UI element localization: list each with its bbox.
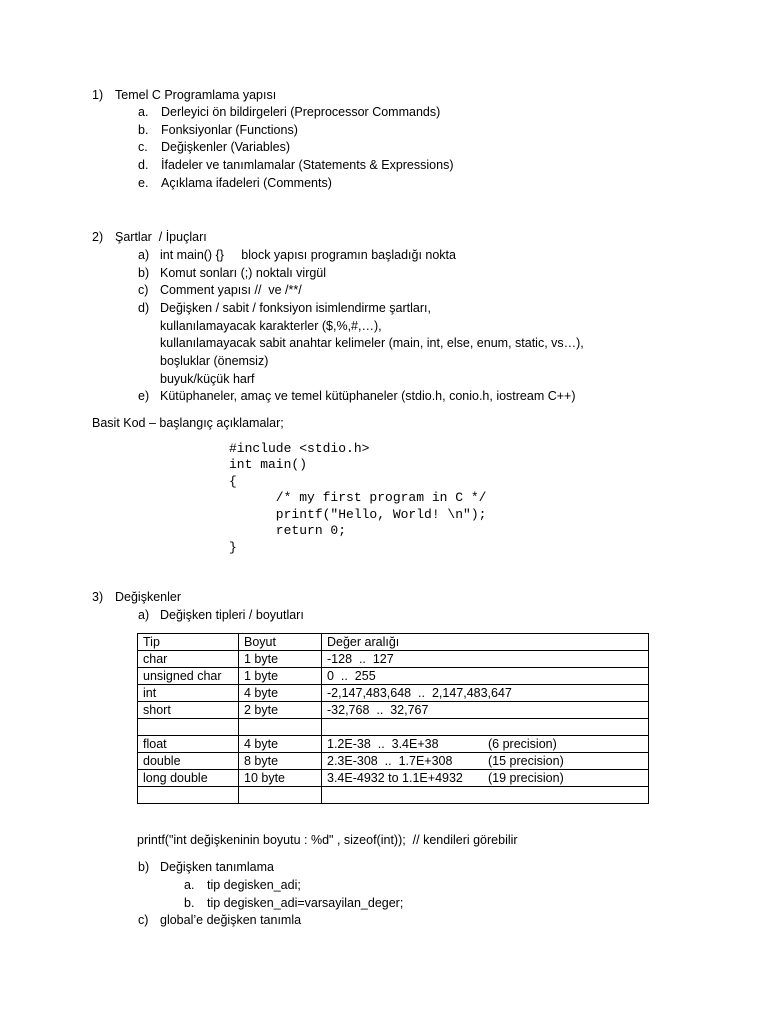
list-item-marker: e)	[138, 389, 150, 403]
table-cell: int	[138, 685, 239, 702]
precision-value: (15 precision)	[488, 754, 564, 768]
table-row	[138, 702, 649, 719]
table-cell	[322, 719, 649, 736]
list-item: Değişken tipleri / boyutları	[160, 608, 304, 622]
list-item-marker: b)	[138, 266, 150, 280]
code-line: #include <stdio.h>	[229, 441, 370, 456]
precision-value: (19 precision)	[488, 771, 564, 785]
range-value: 2.3E-308 .. 1.7E+308	[327, 754, 453, 768]
table-cell: 0 .. 255	[322, 668, 649, 685]
table-cell: 4 byte	[239, 685, 322, 702]
list-item: tip degisken_adi=varsayilan_deger;	[207, 896, 404, 910]
code-line: printf("Hello, World! \n");	[229, 507, 487, 522]
table-cell: short	[138, 702, 239, 719]
list-item: int main() {} block yapısı programın başladığı nokta	[160, 248, 456, 262]
printf-example: printf("int değişkeninin boyutu : %d" , sizeof(int)); // kendileri görebilir	[137, 833, 518, 847]
list-item-continuation: boşluklar (önemsiz)	[160, 354, 269, 368]
table-cell: 2 byte	[239, 702, 322, 719]
table-cell: 4 byte	[239, 736, 322, 753]
variable-types-table	[137, 633, 649, 804]
table-row-empty	[138, 719, 649, 736]
table-cell: -128 .. 127	[322, 651, 649, 668]
table-cell-range	[322, 770, 649, 787]
table-cell-range	[322, 753, 649, 770]
table-cell: 1 byte	[239, 651, 322, 668]
section-1-number: 1)	[92, 88, 104, 102]
list-item-marker: d.	[138, 158, 149, 172]
code-line: {	[229, 474, 237, 489]
basic-code-heading: Basit Kod – başlangıç açıklamalar;	[92, 416, 284, 430]
table-header-row	[138, 634, 649, 651]
table-cell-range	[322, 736, 649, 753]
section-3-number: 3)	[92, 590, 104, 604]
table-row	[138, 651, 649, 668]
list-item: Kütüphaneler, amaç ve temel kütüphaneler (stdio.h, conio.h, iostream C++)	[160, 389, 576, 403]
precision-value: (6 precision)	[488, 737, 557, 751]
list-item-marker: c)	[138, 283, 149, 297]
table-cell: 10 byte	[239, 770, 322, 787]
list-item: Derleyici ön bildirgeleri (Preprocessor Commands)	[161, 105, 441, 119]
table-cell: -2,147,483,648 .. 2,147,483,647	[322, 685, 649, 702]
list-item-marker: e.	[138, 176, 149, 190]
list-item: Komut sonları (;) noktalı virgül	[160, 266, 327, 280]
table-cell: -32,768 .. 32,767	[322, 702, 649, 719]
range-value: 3.4E-4932 to 1.1E+4932	[327, 771, 463, 785]
list-item-marker: b.	[138, 123, 149, 137]
section-2-number: 2)	[92, 230, 104, 244]
table-cell: char	[138, 651, 239, 668]
list-item: Değişken / sabit / fonksiyon isimlendirme şartları,	[160, 301, 431, 315]
list-item-continuation: kullanılamayacak karakterler ($,%,#,…),	[160, 319, 382, 333]
table-cell: float	[138, 736, 239, 753]
table-cell	[138, 719, 239, 736]
list-item-marker: a)	[138, 608, 150, 622]
table-row	[138, 668, 649, 685]
table-cell	[239, 719, 322, 736]
table-row	[138, 736, 649, 753]
table-cell: 1 byte	[239, 668, 322, 685]
list-item: Comment yapısı // ve /**/	[160, 283, 302, 297]
code-line: }	[229, 540, 237, 555]
list-item-marker: a.	[184, 878, 195, 892]
list-item-marker: c)	[138, 913, 149, 927]
list-item: global’e değişken tanımla	[160, 913, 302, 927]
section-3-title: Değişkenler	[115, 590, 182, 604]
range-value: 1.2E-38 .. 3.4E+38	[327, 737, 439, 751]
table-header-cell: Tip	[138, 634, 239, 651]
table-row	[138, 753, 649, 770]
list-item: Fonksiyonlar (Functions)	[161, 123, 298, 137]
section-1-title: Temel C Programlama yapısı	[115, 88, 277, 102]
list-item: tip degisken_adi;	[207, 878, 301, 892]
list-item-marker: b.	[184, 896, 195, 910]
list-item-marker: d)	[138, 301, 150, 315]
table-row	[138, 685, 649, 702]
list-item-marker: a)	[138, 248, 150, 262]
list-item: Açıklama ifadeleri (Comments)	[161, 176, 332, 190]
list-item: Değişkenler (Variables)	[161, 140, 290, 154]
list-item: Değişken tanımlama	[160, 860, 274, 874]
table-row	[138, 770, 649, 787]
list-item: İfadeler ve tanımlamalar (Statements & Expressions)	[161, 158, 454, 172]
section-2-title: Şartlar / İpuçları	[115, 230, 207, 244]
code-line: return 0;	[229, 523, 347, 538]
table-header-cell: Boyut	[239, 634, 322, 651]
code-line: int main()	[229, 457, 308, 472]
list-item-marker: a.	[138, 105, 149, 119]
table-cell: 8 byte	[239, 753, 322, 770]
table-cell: unsigned char	[138, 668, 239, 685]
table-cell	[138, 787, 239, 804]
table-cell: long double	[138, 770, 239, 787]
list-item-marker: c.	[138, 140, 148, 154]
list-item-continuation: kullanılamayacak sabit anahtar kelimeler (main, int, else, enum, static, vs…),	[160, 336, 584, 350]
list-item-continuation: buyuk/küçük harf	[160, 372, 255, 386]
table-cell	[239, 787, 322, 804]
list-item-marker: b)	[138, 860, 150, 874]
table-row-empty	[138, 787, 649, 804]
table-header-cell: Değer aralığı	[322, 634, 649, 651]
code-line: /* my first program in C */	[229, 490, 487, 505]
table-cell: double	[138, 753, 239, 770]
table-cell	[322, 787, 649, 804]
